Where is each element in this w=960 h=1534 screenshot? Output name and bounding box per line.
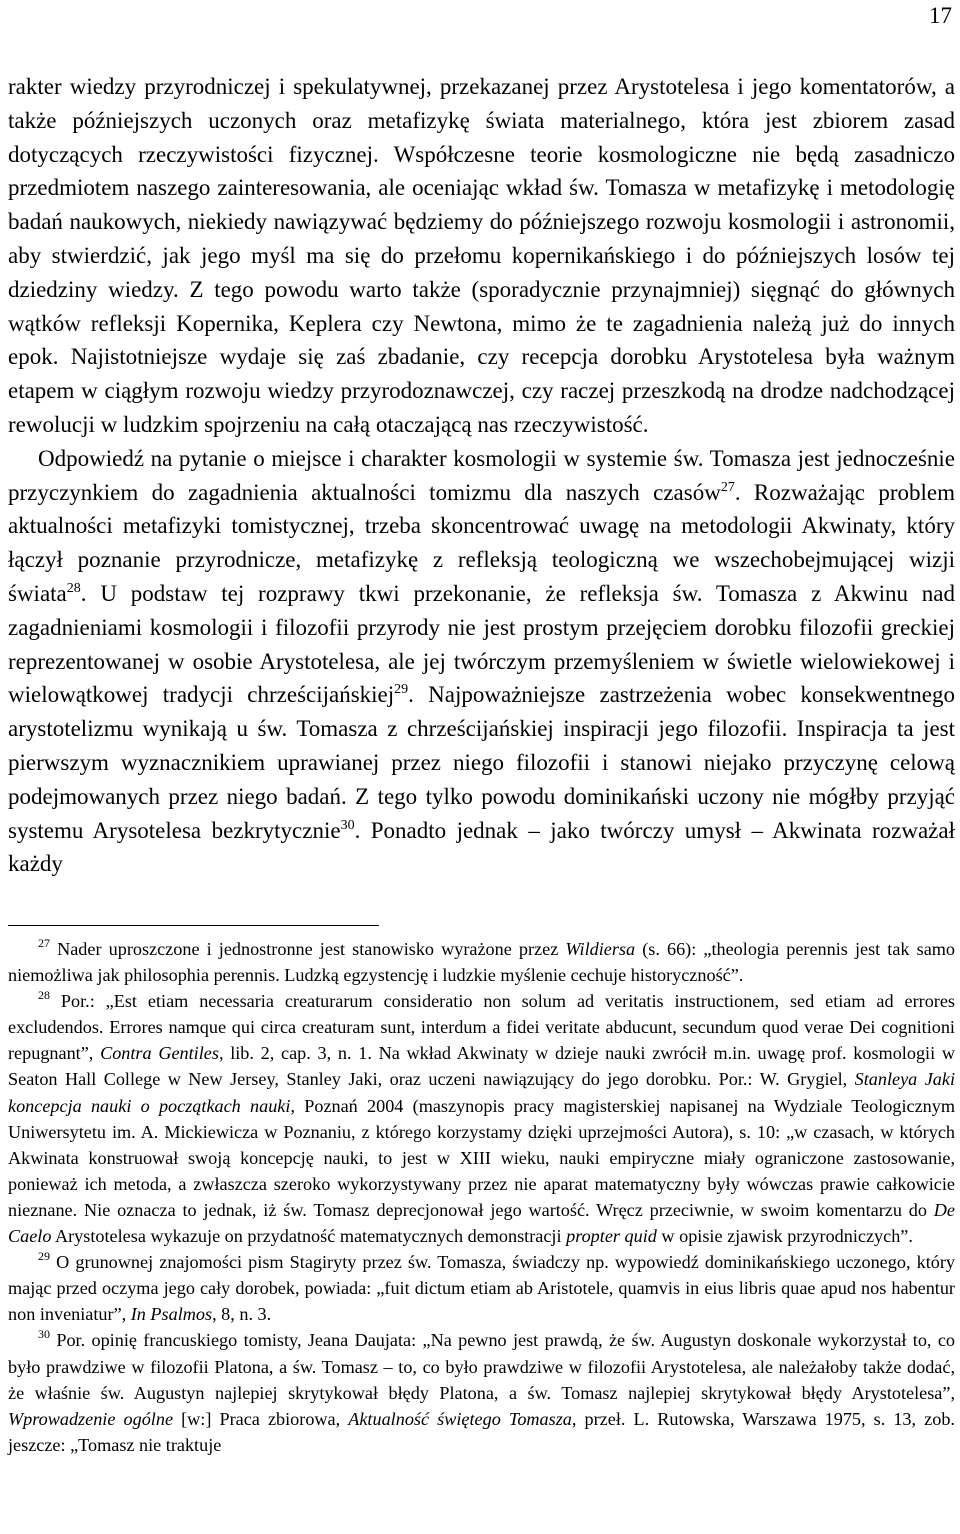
paragraph-1 [8, 70, 955, 442]
footnote-ref-27[interactable]: 27 [720, 479, 735, 495]
paragraph-2 [8, 442, 955, 881]
footnote-number-27: 27 [38, 936, 50, 950]
footnote-30-italic-2: Aktualność świętego Tomasza [348, 1408, 572, 1429]
footnote-30-text: Por. opinię francuskiego tomisty, Jeana Daujata: „Na pewno jest prawdą, że św. Augustyn doskonale wykorzystał to, co było prawdziwe w filozofii Platona, a św. Tomasz – to, co było prawdziwe w filozofii Arystotelesa, ale należałoby także dodać, że właśnie św. Augustyn najlepiej skrytykował błędy Platona, a św. Tomasz najlepiej skrytykował błędy Arystotelesa”, [8, 1330, 955, 1403]
footnote-28-text: Por.: „Est etiam necessaria creaturarum consideratio non solum ad veritatis instructionem, sed etiam ad errores excludendos. Errores namque qui circa creaturam sunt, interdum a fidei veritate abducunt, secundum quod verae Dei cognitioni repugnant”, [8, 991, 955, 1064]
footnote-28-text-2: , lib. 2, cap. 3, n. 1. Na wkład Akwinaty w dzieje nauki zwrócił m.in. uwagę prof. kosmologii w Seaton Hall College w New Jersey, Stanley Jaki, oraz uczeni nawiązujący do jego dorobku. Por.: W. Grygiel, [8, 1043, 955, 1090]
paragraph-2-text-e: . Ponadto jednak – jako twórczy umysł – Akwinata rozważał każdy [8, 817, 955, 877]
footnote-number-28: 28 [38, 988, 50, 1003]
footnote-30 [8, 1327, 955, 1457]
footnote-ref-28[interactable]: 28 [66, 580, 81, 596]
footnote-number-29: 29 [38, 1249, 50, 1264]
footnote-27-text-2: (s. 66): „theologia perennis jest tak samo niemożliwa jak philosophia perennis. Ludzką egzystencję i ludzkie myślenie cechuje historyczność”. [8, 939, 956, 986]
footnote-28 [8, 988, 955, 1249]
footnote-separator [8, 925, 379, 926]
footnote-30-italic: Wprowadzenie ogólne [8, 1408, 174, 1429]
footnote-28-text-3: , Poznań 2004 (maszynopis pracy magisterskiej napisanej na Wydziale Teologicznym Uniwersytetu im. A. Mickiewicza w Poznaniu, z którego korzystamy dzięki uprzejmości Autora), s. 10: „w czasach, w których Akwinata konstruował swoją koncepcję nauki, to jest w XIII wieku, nauki empiryczne miały ograniczone zastosowanie, ponieważ ich metoda, a zwłaszcza szeroko wykorzystywany przez nie aparat matematyczny były wówczas prawie całkowicie nieznane. Nie oznacza to jednak, iż św. Tomasz deprecjonował jego wartość. Wręcz przeciwnie, w swoim komentarzu do [8, 1095, 955, 1220]
footnote-27-italic: Wildiersa [565, 939, 636, 959]
footnote-number-30: 30 [38, 1327, 50, 1342]
footnote-27-text: Nader uproszczone i jednostronne jest stanowisko wyrażone przez [50, 939, 566, 959]
paragraph-2-text-c: . U podstaw tej rozprawy tkwi przekonanie, że refleksja św. Tomasza z Akwinu nad zagadnieniami kosmologii i filozofii przyrody nie jest prostym przejęciem dorobku filozofii greckiej reprezentowanej w osobie Arystotelesa, ale jej twórczym przemyśleniem w świetle wielowiekowej i wielowątkowej tradycji chrześcijańskiej [8, 580, 955, 708]
footnote-28-text-4: Arystotelesa wykazuje on przydatność matematycznych demonstracji [51, 1226, 567, 1247]
footnote-29 [8, 1249, 955, 1327]
footnote-ref-29[interactable]: 29 [394, 682, 409, 698]
footnote-28-italic-4: propter quid [566, 1226, 657, 1247]
footnote-29-italic: In Psalmos [130, 1304, 213, 1325]
footnote-28-italic-2: Stanleya Jaki koncepcja nauki o początkach nauki [8, 1069, 956, 1116]
footnote-28-italic-3: De Caelo [8, 1199, 955, 1247]
footnote-27 [8, 936, 955, 988]
paragraph-1-text: rakter wiedzy przyrodniczej i spekulatywnej, przekazanej przez Arystotelesa i jego komentatorów, a także późniejszych uczonych oraz metafizykę świata materialnego, która jest zbiorem zasad dotyczących rzeczywistości fizycznej. Współczesne teorie kosmologiczne nie będą zasadniczo przedmiotem naszego zainteresowania, ale oceniając wkład św. Tomasza w metafizykę i metodologię badań naukowych, niekiedy nawiązywać będziemy do późniejszego rozwoju kosmologii i astronomii, aby stwierdzić, jak jego myśl ma się do przełomu kopernikańskiego i do późniejszych losów tej dziedziny wiedzy. Z tego powodu warto także (sporadycznie przynajmniej) sięgnąć do głównych wątków refleksji Kopernika, Keplera czy Newtona, mimo że te zagadnienia należą już do innych epok. Najistotniejsze wydaje się zaś zbadanie, czy recepcja dorobku Arystotelesa była ważnym etapem w ciągłym rozwoju wiedzy przyrodoznawczej, czy raczej przeszkodą na drodze nadchodzącej rewolucji w ludzkim spojrzeniu na całą otaczającą nas rzeczywistość. [8, 74, 955, 437]
paragraph-2-text-b: . Rozważając problem aktualności metafizyki tomistycznej, trzeba skoncentrować uwagę na metodologii Akwinaty, który łączył poznanie przyrodnicze, metafizykę z refleksją teologiczną we wszechobejmującej wizji świata [8, 479, 955, 606]
footnote-ref-30[interactable]: 30 [340, 817, 355, 833]
body-text [8, 70, 955, 881]
footnote-29-text: O grunownej znajomości pism Stagiryty przez św. Tomasza, świadczy np. wypowiedź dominikańskiego uczonego, który mając przed oczyma jego cały dorobek, powiada: „fuit dictum etiam ab Aristotele, quamvis in eius libris quae apud nos habentur non inveniatur”, [8, 1252, 955, 1325]
footnote-30-text-3: , przeł. L. Rutowska, Warszawa 1975, s. 13, zob. jeszcze: „Tomasz nie traktuje [8, 1408, 955, 1455]
page-number: 17 [929, 3, 952, 28]
footnote-28-italic: Contra Gentiles [100, 1043, 219, 1064]
paragraph-2-text-d: . Najpoważniejsze zastrzeżenia wobec konsekwentnego arystotelizmu wynikają u św. Tomasza z chrześcijańskiej inspiracji jego filozofii. Inspiracja ta jest pierwszym wyznacznikiem uprawianej przez niego filozofii i stanowi niejako przyczynę celową podejmowanych przez niego badań. Z tego tylko powodu dominikański uczony nie mógłby przyjąć systemu Arysotelesa bezkrytycznie [8, 682, 955, 843]
footnote-28-text-5: w opisie zjawisk przyrodniczych”. [656, 1226, 913, 1247]
footnotes [8, 936, 955, 1458]
footnote-30-text-2: [w:] Praca zbiorowa, [173, 1408, 349, 1429]
footnote-29-text-2: , 8, n. 3. [212, 1304, 272, 1325]
paragraph-2-text-a: Odpowiedź na pytanie o miejsce i charakter kosmologii w systemie św. Tomasza jest jednocześnie przyczynkiem do zagadnienia aktualności tomizmu dla naszych czasów [8, 445, 955, 505]
